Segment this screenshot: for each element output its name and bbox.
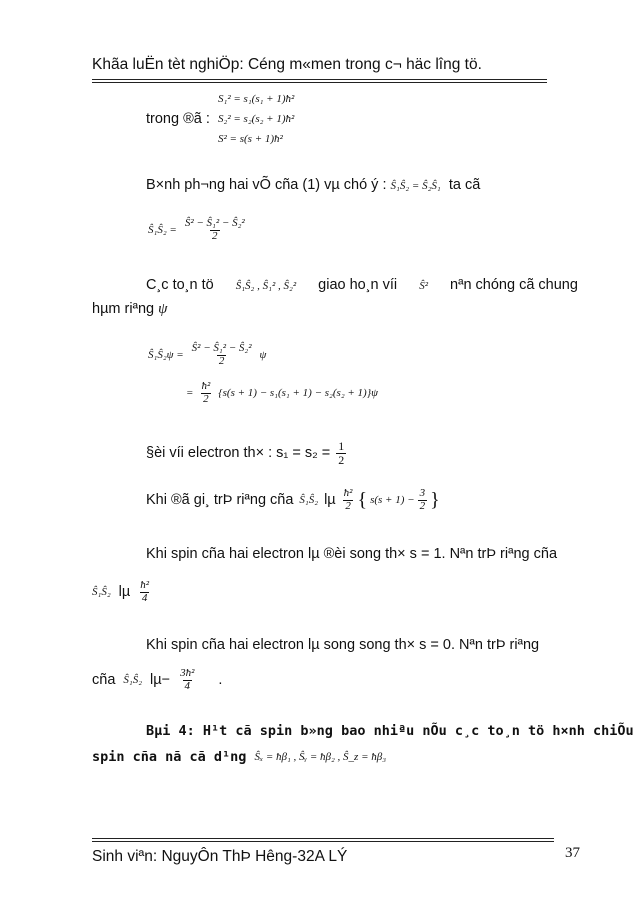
text-ta-co: ta cã: [448, 177, 481, 193]
equation-s1s2: Ŝ₁Ŝ₂: [299, 494, 319, 507]
equation-s1: S₁² = s₁(s₁ + 1)ħ²: [218, 93, 295, 105]
paragraph-binh-phuong: [146, 177, 480, 193]
text-la-b: lµ: [118, 584, 131, 601]
psi-symbol: ψ: [158, 301, 168, 317]
half-numerator: 1: [338, 439, 345, 453]
header-rule-2: [92, 82, 547, 83]
equation-psi: [148, 343, 266, 367]
text-doi-voi: §èi víi electron th× : s₁ = s₂ =: [146, 445, 331, 462]
equation-s: S² = s(s + 1)ħ²: [218, 133, 283, 145]
equation-psi-expanded: [186, 381, 378, 405]
value1-numerator: ħ²: [140, 579, 150, 591]
paragraph-doi-voi: [146, 440, 346, 466]
text-la-c: lµ−: [150, 672, 171, 689]
value2-numerator: 3ħ²: [180, 667, 195, 679]
equation-psi2-equals: =: [186, 387, 194, 400]
equation-product-numerator: Ŝ² − Ŝ₁² − Ŝ₂²: [184, 217, 245, 229]
equation-psi-numerator: Ŝ² − Ŝ₁² − Ŝ₂²: [191, 342, 252, 354]
header-rule: [92, 79, 547, 80]
page-number: 37: [565, 845, 580, 861]
text-giao-hoan: giao ho¸n víi: [318, 277, 398, 293]
paragraph-spin-doi-song: Khi spin cña hai electron lµ ®èi song th× s = 1. Nªn trÞ riªng cña: [146, 546, 558, 562]
eigenvalue-denominator: 2: [345, 499, 351, 512]
eigenvalue-frac-denominator: 2: [419, 499, 426, 512]
text-ham-rieng: hµm riªng: [92, 301, 155, 317]
equation-S-squared: Ŝ²: [419, 280, 428, 292]
value2-denominator: 4: [184, 679, 190, 692]
text-khi-do: Khi ®ã gi¸ trÞ riªng cña: [146, 492, 294, 509]
paragraph-khi-do: [146, 488, 440, 512]
paragraph-value-1: [92, 580, 151, 604]
equation-product-lhs: Ŝ₁Ŝ₂ =: [148, 224, 177, 237]
equation-eigenvalue: $\frac{\text{ħ²}}{2}$ { s(s + 1) − $\frac{3}{2}$ }: [343, 487, 440, 512]
equation-s2: S₂² = s₂(s₂ + 1)ħ²: [218, 113, 295, 125]
equation-psi2-denominator: 2: [203, 392, 209, 405]
equation-s1s2-c: Ŝ₁Ŝ₂: [123, 674, 143, 687]
equation-psi2-tail: {s(s + 1) − s₁(s₁ + 1) − s₂(s₂ + 1)}ψ: [218, 387, 378, 400]
eigenvalue-body: s(s + 1) −: [370, 494, 415, 507]
text-la: lµ: [324, 492, 336, 509]
text-cac-toan-tu: C¸c to¸n tö: [146, 277, 214, 293]
eigenvalue-numerator: ħ²: [343, 487, 353, 499]
value1-denominator: 4: [141, 591, 148, 604]
exercise-4-title: Bµi 4: H¹t cã spin b»ng bao nhiªu nÕu c¸c to¸n tö h×nh chiÕu: [146, 723, 634, 739]
text-binh-phuong: B×nh ph¬ng hai vÕ cña (1) vµ chó ý :: [146, 177, 387, 193]
exercise-4-equation: Ŝₓ = ħβ₁ , Ŝᵧ = ħβ₂ , Ŝ_z = ħβ₃: [254, 751, 387, 763]
text-dot: .: [218, 672, 223, 689]
equation-psi-denominator: 2: [218, 354, 225, 367]
half-denominator: 2: [338, 452, 345, 467]
text-cua: cña: [92, 672, 116, 689]
paragraph-spin-song-song: Khi spin cña hai electron lµ song song th× s = 0. Nªn trÞ riªng: [146, 637, 540, 653]
paragraph-value-2: [92, 668, 222, 692]
equation-product: [148, 218, 247, 242]
footer-rule-2: [92, 841, 554, 842]
footer-author: Sinh viªn: NguyÔn ThÞ Hêng-32A LÝ: [92, 848, 348, 865]
exercise-4-line2: [92, 749, 386, 765]
eigenvalue-frac-numerator: 3: [419, 487, 426, 499]
equation-psi-tail: ψ: [259, 349, 267, 362]
paragraph-ham-rieng: [92, 301, 167, 318]
equation-product-denominator: 2: [212, 229, 218, 242]
paragraph-cac-toan-tu: [146, 277, 578, 293]
exercise-4-text: spin cña nã cã d¹ng: [92, 749, 247, 765]
equation-psi-lhs: Ŝ₁Ŝ₂ψ =: [148, 349, 184, 362]
footer-rule: [92, 838, 554, 839]
equation-psi2-numerator: ħ²: [201, 380, 211, 392]
page-header-title: Khãa luËn tèt nghiÖp: Céng m«men trong c¬ häc lîng tö.: [92, 56, 482, 73]
equation-operators: Ŝ₁Ŝ₂ , Ŝ₁² , Ŝ₂²: [235, 280, 297, 292]
text-trong-do: trong ®ã :: [146, 111, 210, 127]
equation-commute: Ŝ₁Ŝ₂ = Ŝ₂Ŝ₁: [390, 180, 441, 192]
equation-s1s2-b: Ŝ₁Ŝ₂: [92, 586, 111, 599]
text-nen-chung: nªn chóng cã chung: [450, 277, 578, 293]
